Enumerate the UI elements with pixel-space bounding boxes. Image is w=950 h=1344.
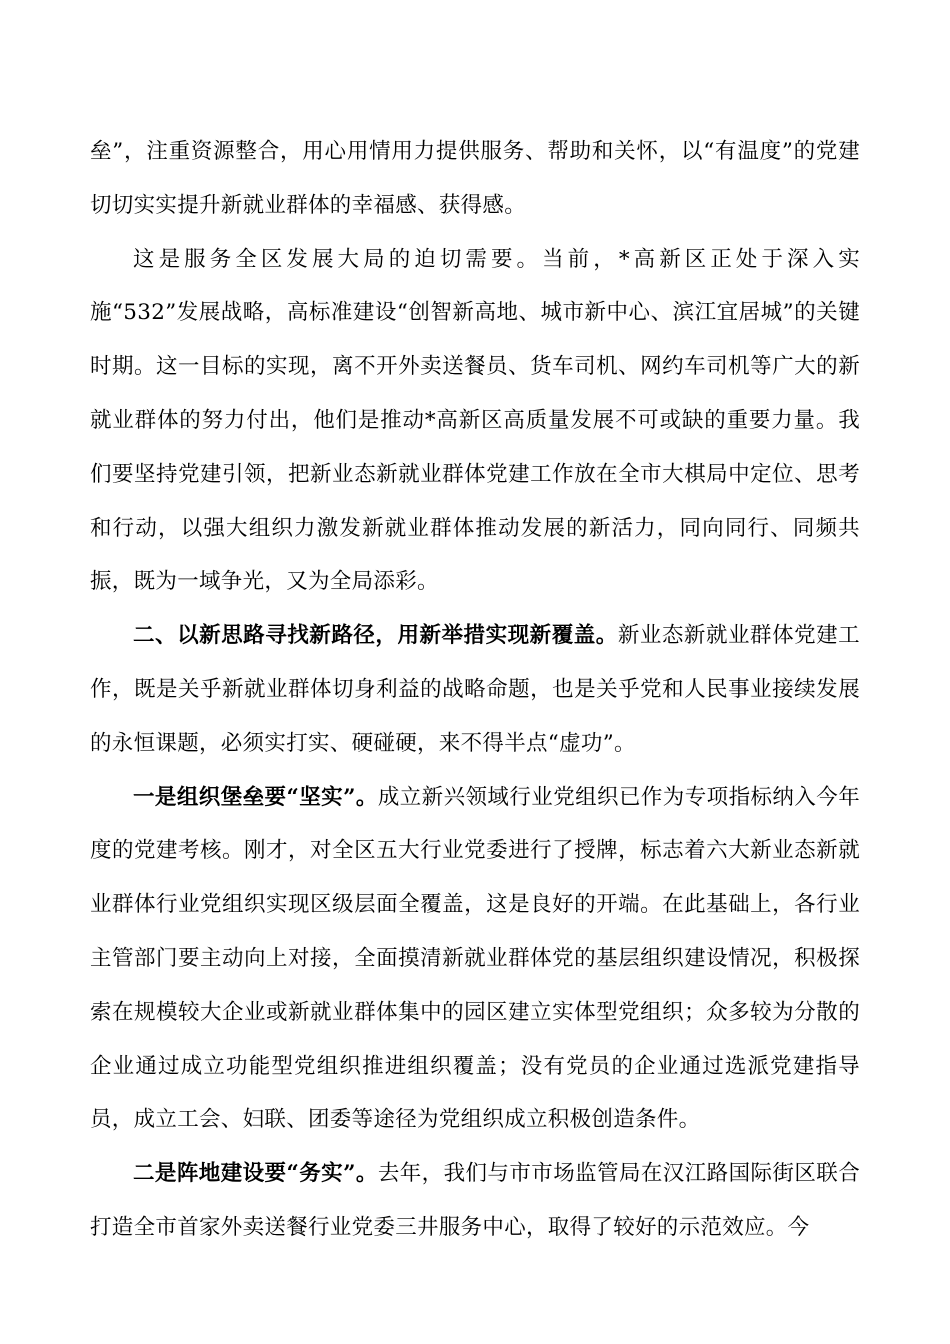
paragraph-text: 去年，我们与市市场监管局在汉江路国际街区联合打造全市首家外卖送餐行业党委三井服务中心，取得了较好的示范效应。今 — [90, 1161, 860, 1240]
paragraph-section-two — [90, 609, 860, 770]
document-body — [90, 125, 860, 1255]
paragraph-organization — [90, 771, 860, 1148]
paragraph-continuation — [90, 125, 860, 233]
section-heading: 二、以新思路寻找新路径，用新举措实现新覆盖。 — [133, 623, 618, 649]
paragraph-text: 成立新兴领域行业党组织已作为专项指标纳入今年度的党建考核。刚才，对全区五大行业党委进行了授牌，标志着六大新业态新就业群体行业党组织实现区级层面全覆盖，这是良好的开端。在此基础上，各行业主管部门要主动向上对接，全面摸清新就业群体党的基层组织建设情况，积极探索在规模较大企业或新就业群体集中的园区建立实体型党组织；众多较为分散的企业通过成立功能型党组织推进组织覆盖；没有党员的企业通过选派党建指导员，成立工会、妇联、团委等途径为党组织成立积极创造条件。 — [90, 784, 860, 1133]
paragraph-development-need — [90, 233, 860, 610]
paragraph-text: 新业态新就业群体党建工作，既是关乎新就业群体切身利益的战略命题，也是关乎党和人民事业接续发展的永恒课题，必须实打实、硬碰硬，来不得半点“虚功”。 — [90, 623, 860, 756]
point-heading: 一是组织堡垒要“坚实”。 — [133, 784, 378, 810]
paragraph-text: 这是服务全区发展大局的迫切需要。当前，*高新区正处于深入实施“532”发展战略，高标准建设“创智新高地、城市新中心、滨江宜居城”的关键时期。这一目标的实现，离不开外卖送餐员、货车司机、网约车司机等广大的新就业群体的努力付出，他们是推动*高新区高质量发展不可或缺的重要力量。我们要坚持党建引领，把新业态新就业群体党建工作放在全市大棋局中定位、思考和行动，以强大组织力激发新就业群体推动发展的新活力，同向同行、同频共振，既为一域争光，又为全局添彩。 — [90, 246, 860, 595]
paragraph-position-building — [90, 1147, 860, 1255]
paragraph-text: 垒”，注重资源整合，用心用情用力提供服务、帮助和关怀，以“有温度”的党建切切实实提升新就业群体的幸福感、获得感。 — [90, 139, 860, 218]
point-heading: 二是阵地建设要“务实”。 — [133, 1161, 378, 1187]
